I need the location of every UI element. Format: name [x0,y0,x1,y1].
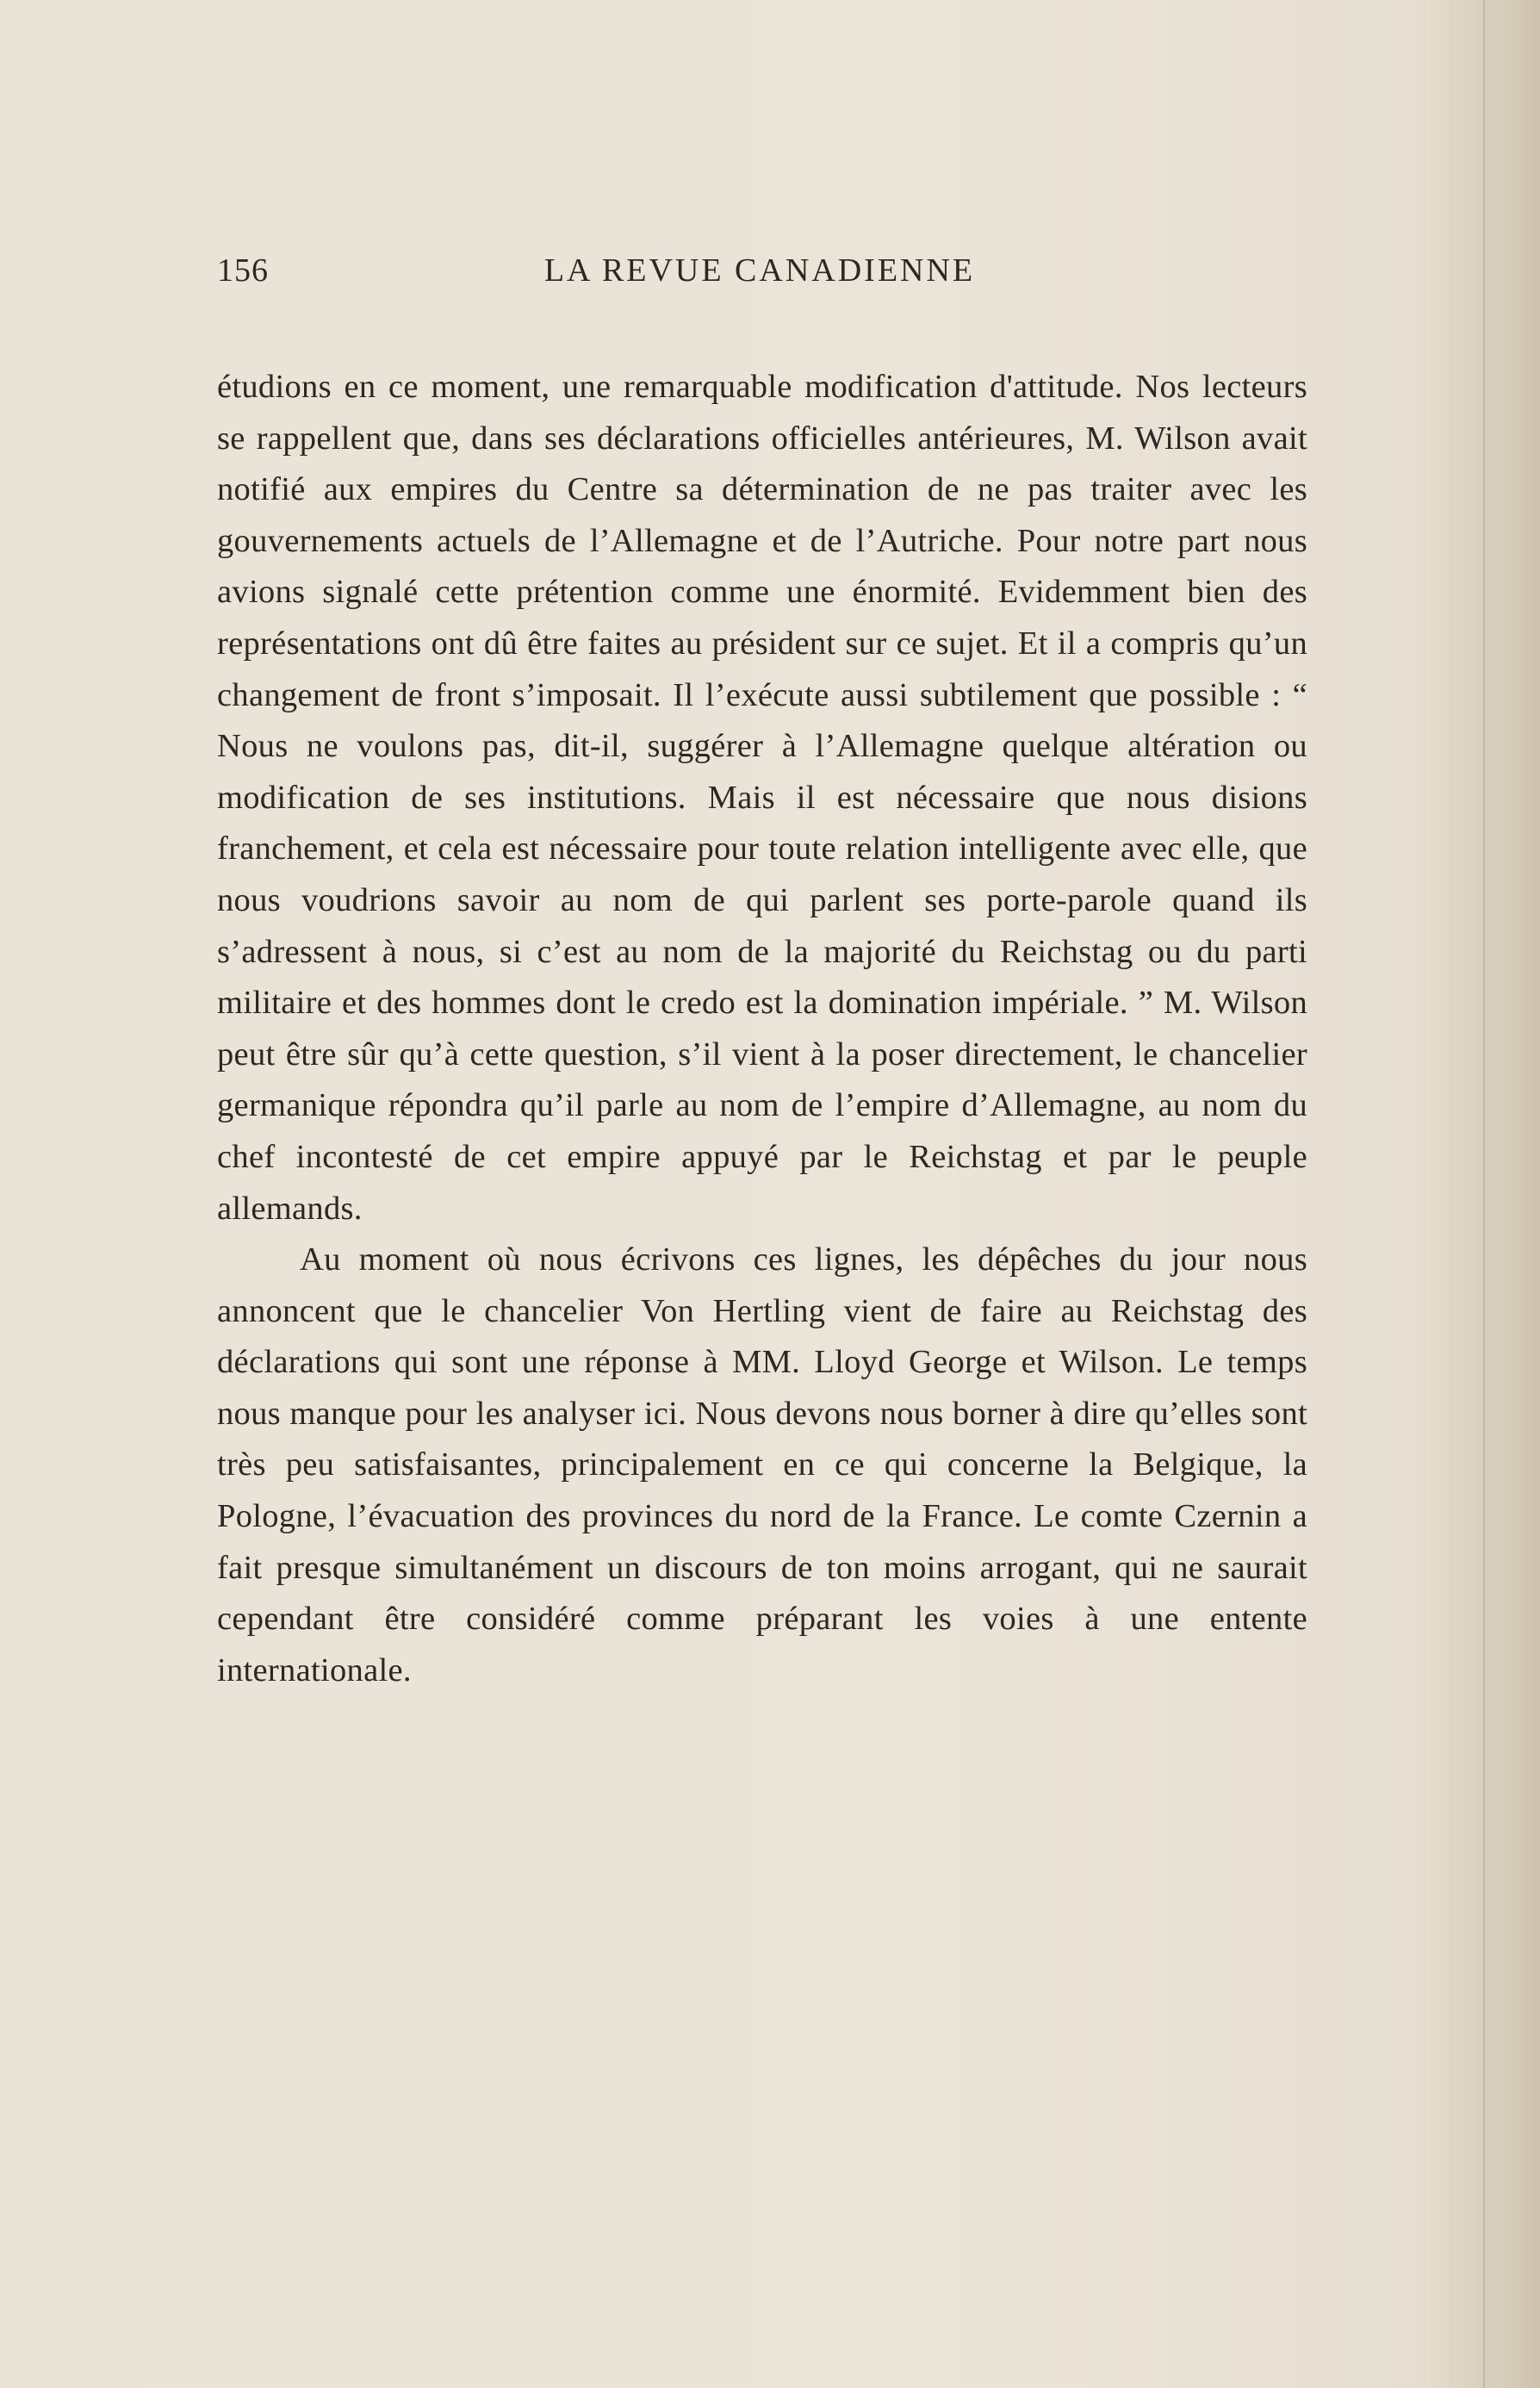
binding-edge [1499,0,1540,2388]
page-edge-shadow [1483,0,1485,2388]
paragraph-1: étudions en ce moment, une remarquable modification d'attitude. Nos lecteurs se rappellent que, dans ses déclarations officielles antérieures, M. Wilson avait notifié aux empires du Centre sa détermination de ne pas traiter avec les gouvernements actuels de l’Allemagne et de l’Autriche. Pour notre part nous avions signalé cette prétention comme une énormité. Evidemment bien des représentations ont dû être faites au président sur ce sujet. Et il a compris qu’un changement de front s’imposait. Il l’exécute aussi subtilement que possible : “ Nous ne voulons pas, dit-il, suggérer à l’Allemagne quelque altération ou modification de ses institutions. Mais il est nécessaire que nous disions franchement, et cela est nécessaire pour toute relation intelligente avec elle, que nous voudrions savoir au nom de qui parlent ses porte-parole quand ils s’adressent à nous, si c’est au nom de la majorité du Reichstag ou du parti militaire et des hommes dont le credo est la domination impériale. ” M. Wilson peut être sûr qu’à cette question, s’il vient à la poser directement, le chancelier germanique répondra qu’il parle au nom de l’empire d’Allemagne, au nom du chef incontesté de cet empire appuyé par le Reichstag et par le peuple allemands. [217,369,1307,1227]
article-body [217,362,1307,1696]
page-number: 156 [217,252,269,289]
paragraph-2: Au moment où nous écrivons ces lignes, les dépêches du jour nous annoncent que le chancelier Von Hertling vient de faire au Reichstag des déclarations qui sont une réponse à MM. Lloyd George et Wilson. Le temps nous manque pour les analyser ici. Nous devons nous borner à dire qu’elles sont très peu satisfaisantes, principalement en ce qui concerne la Belgique, la Pologne, l’évacuation des provinces du nord de la France. Le comte Czernin a fait presque simultanément un discours de ton moins arrogant, qui ne saurait cependant être considéré comme préparant les voies à une entente internationale. [217,1241,1307,1688]
journal-title: LA REVUE CANADIENNE [543,252,976,289]
running-head [217,252,1302,295]
